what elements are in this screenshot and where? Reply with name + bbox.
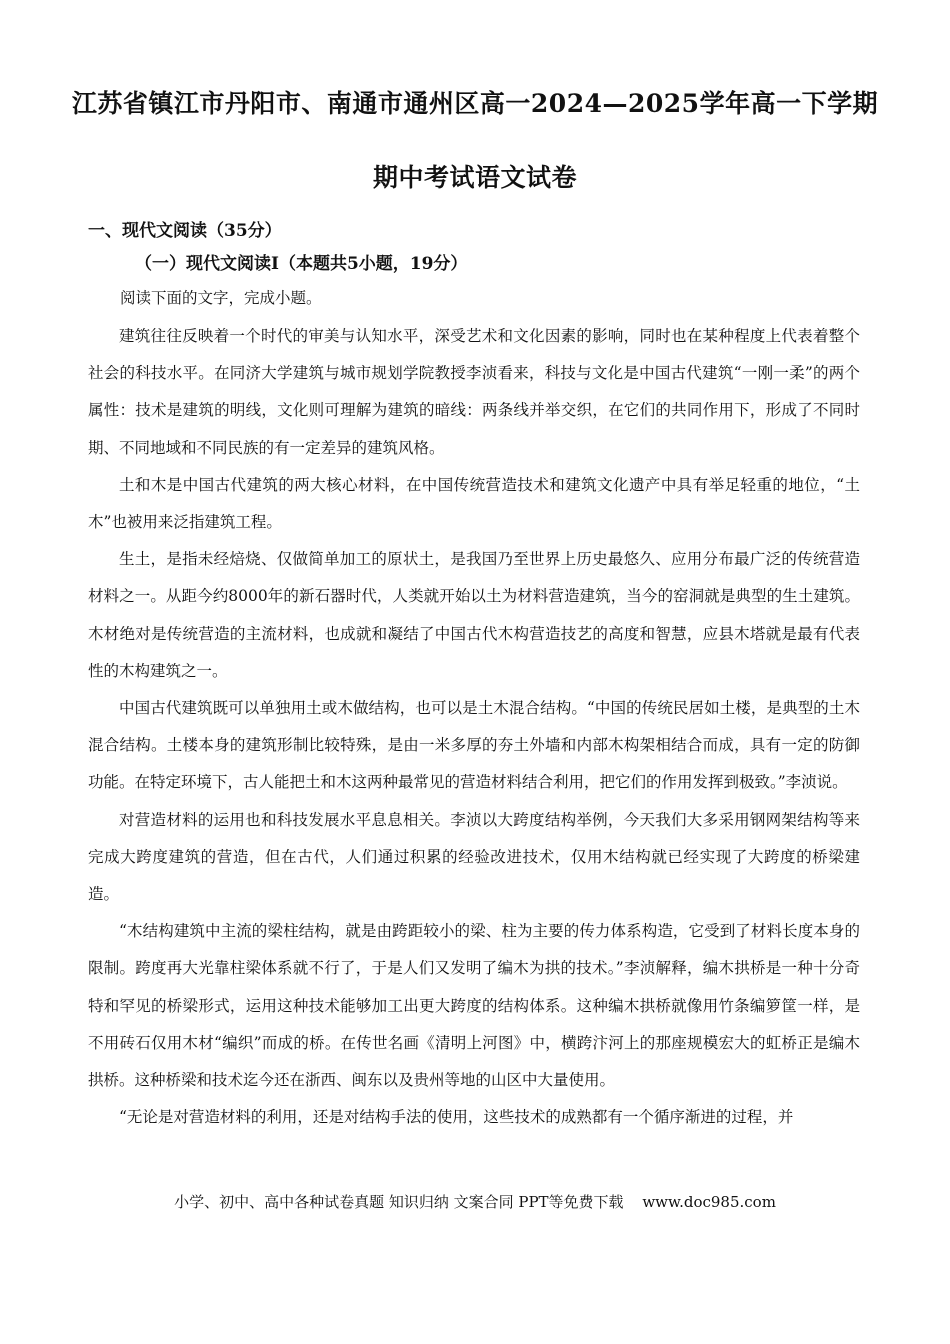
- document-title-line-2: 期中考试语文试卷: [372, 163, 577, 192]
- passage-paragraph-5: 对营造材料的运用也和科技发展水平息息相关。李浈以大跨度结构举例，今天我们大多采用钢网架结构等来完成大跨度建筑的营造，但在古代，人们通过积累的经验改进技术，仅用木结构就已经实现了大跨度的桥梁建造。: [88, 810, 860, 904]
- passage-paragraph-1: 建筑往往反映着一个时代的审美与认知水平，深受艺术和文化因素的影响，同时也在某种程度上代表着整个社会的科技水平。在同济大学建筑与城市规划学院教授李浈看来，科技与文化是中国古代建筑“一刚一柔”的两个属性：技术是建筑的明线，文化则可理解为建筑的暗线：两条线并举交织，在它们的共同作用下，形成了不同时期、不同地域和不同民族的有一定差异的建筑风格。: [88, 327, 860, 457]
- passage-paragraph-2: 土和木是中国古代建筑的两大核心材料，在中国传统营造技术和建筑文化遗产中具有举足轻重的地位，“土木”也被用来泛指建筑工程。: [88, 475, 860, 532]
- document-title-line-1: 江苏省镇江市丹阳市、南通市通州区高一2024—2025学年高一下学期: [71, 89, 879, 118]
- sub-section-heading: （一）现代文阅读Ⅰ（本题共5小题，19分）: [135, 254, 468, 274]
- passage-paragraph-7: “无论是对营造材料的利用，还是对结构手法的使用，这些技术的成熟都有一个循序渐进的过程，并: [119, 1108, 794, 1127]
- reading-passage: [88, 318, 860, 1136]
- section-heading: 一、现代文阅读（35分）: [88, 221, 282, 241]
- footer-text: 小学、初中、高中各种试卷真题 知识归纳 文案合同 PPT等免费下载: [174, 1193, 624, 1211]
- reading-instruction: 阅读下面的文字，完成小题。: [120, 289, 322, 307]
- passage-paragraph-4: 中国古代建筑既可以单独用土或木做结构，也可以是土木混合结构。“中国的传统民居如土楼，是典型的土木混合结构。土楼本身的建筑形制比较特殊，是由一米多厚的夯土外墙和内部木构架相结合而成，具有一定的防御功能。在特定环境下，古人能把土和木这两种最常见的营造材料结合利用，把它们的作用发挥到极致。”李浈说。: [88, 699, 860, 792]
- page-footer: [0, 1191, 950, 1212]
- footer-url: www.doc985.com: [642, 1193, 776, 1211]
- passage-paragraph-3: 生土，是指未经焙烧、仅做简单加工的原状土，是我国乃至世界上历史最悠久、应用分布最广泛的传统营造材料之一。从距今约8000年的新石器时代，人类就开始以土为材料营造建筑，当今的窑洞就是典型的生土建筑。木材绝对是传统营造的主流材料，也成就和凝结了中国古代木构营造技艺的高度和智慧，应县木塔就是最有代表性的木构建筑之一。: [88, 550, 860, 680]
- passage-paragraph-6: “木结构建筑中主流的梁柱结构，就是由跨距较小的梁、柱为主要的传力体系构造，它受到了材料长度本身的限制。跨度再大光靠柱梁体系就不行了，于是人们又发明了编木为拱的技术。”李浈解释，编木拱桥是一种十分奇特和罕见的桥梁形式，运用这种技术能够加工出更大跨度的结构体系。这种编木拱桥就像用竹条编箩筐一样，是不用砖石仅用木材“编织”而成的桥。在传世名画《清明上河图》中，横跨汴河上的那座规模宏大的虹桥正是编木拱桥。这种桥梁和技术迄今还在浙西、闽东以及贵州等地的山区中大量使用。: [88, 922, 860, 1090]
